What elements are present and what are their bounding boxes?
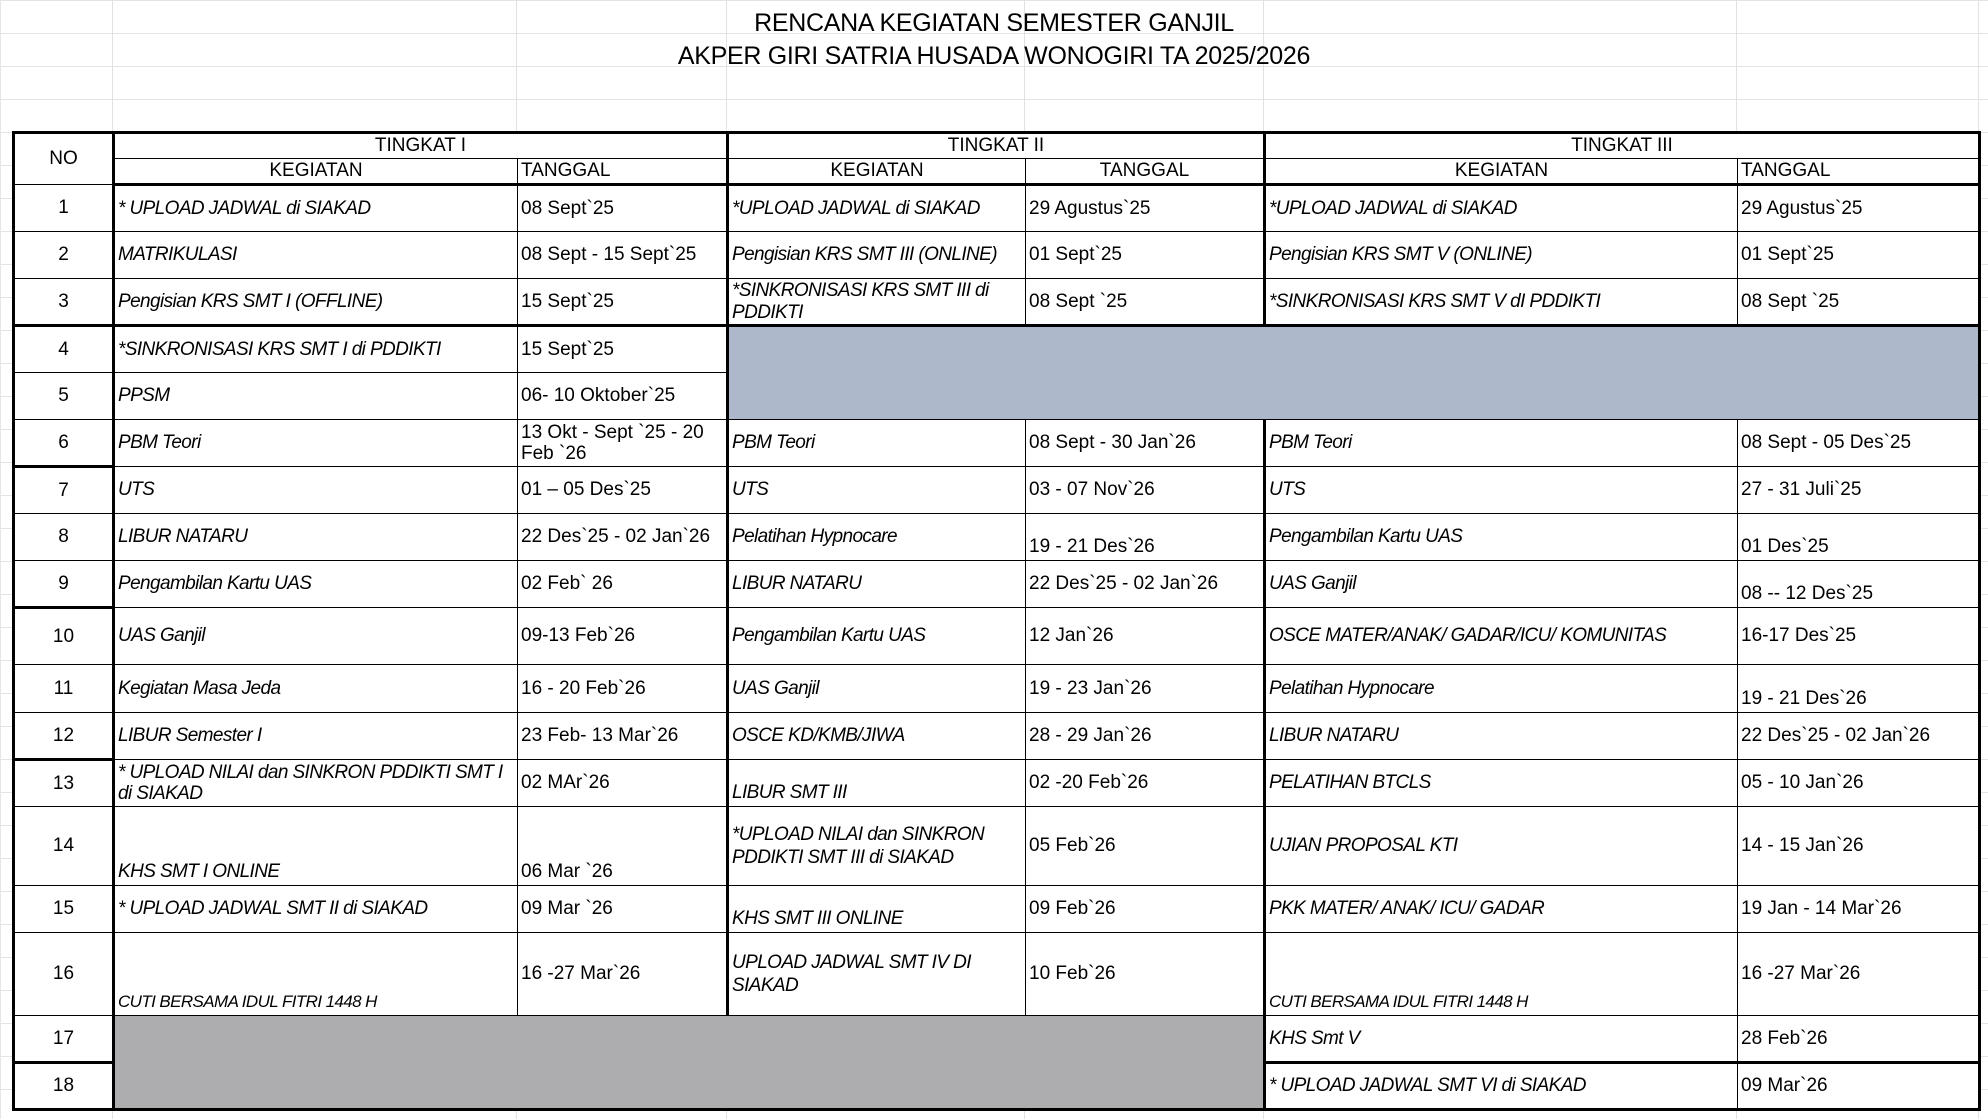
tanggal-tingkat-3[interactable]: 09 Mar`26 [1738, 1063, 1980, 1110]
row-number[interactable]: 10 [14, 608, 114, 665]
row-number[interactable]: 12 [14, 713, 114, 760]
header-tanggal-3[interactable]: TANGGAL [1738, 159, 1980, 185]
kegiatan-tingkat-3[interactable]: PKK MATER/ ANAK/ ICU/ GADAR [1265, 886, 1738, 933]
kegiatan-tingkat-3[interactable]: PELATIHAN BTCLS [1265, 760, 1738, 807]
schedule-table [12, 131, 1981, 1111]
tanggal-tingkat-2[interactable]: 29 Agustus`25 [1026, 185, 1265, 232]
table-row [14, 561, 1980, 608]
tanggal-tingkat-1[interactable]: 08 Sept`25 [518, 185, 728, 232]
table-row [14, 514, 1980, 561]
table-row [14, 886, 1980, 933]
kegiatan-tingkat-3[interactable]: *SINKRONISASI KRS SMT V dI PDDIKTI [1265, 279, 1738, 326]
tanggal-tingkat-1[interactable]: 15 Sept`25 [518, 279, 728, 326]
tanggal-tingkat-3[interactable]: 22 Des`25 - 02 Jan`26 [1738, 713, 1980, 760]
table-row [14, 665, 1980, 713]
row-number[interactable]: 18 [14, 1063, 114, 1110]
tanggal-tingkat-2[interactable]: 01 Sept`25 [1026, 232, 1265, 279]
tanggal-tingkat-1[interactable]: 15 Sept`25 [518, 326, 728, 373]
tanggal-tingkat-1[interactable]: 09-13 Feb`26 [518, 608, 728, 665]
tanggal-tingkat-3[interactable]: 16 -27 Mar`26 [1738, 933, 1980, 1016]
tanggal-tingkat-3[interactable]: 19 Jan - 14 Mar`26 [1738, 886, 1980, 933]
tanggal-tingkat-3[interactable]: 05 - 10 Jan`26 [1738, 760, 1980, 807]
table-row [14, 760, 1980, 807]
kegiatan-tingkat-2[interactable]: UAS Ganjil [728, 665, 1026, 713]
tanggal-tingkat-1[interactable]: 09 Mar `26 [518, 886, 728, 933]
tanggal-tingkat-1[interactable]: 23 Feb- 13 Mar`26 [518, 713, 728, 760]
tanggal-tingkat-2[interactable]: 08 Sept - 30 Jan`26 [1026, 420, 1265, 467]
tanggal-tingkat-3[interactable]: 19 - 21 Des`26 [1738, 665, 1980, 713]
kegiatan-tingkat-3[interactable]: OSCE MATER/ANAK/ GADAR/ICU/ KOMUNITAS [1265, 608, 1738, 665]
kegiatan-tingkat-1[interactable]: MATRIKULASI [114, 232, 518, 279]
kegiatan-tingkat-1[interactable]: *SINKRONISASI KRS SMT I di PDDIKTI [114, 326, 518, 373]
tanggal-tingkat-1[interactable]: 16 -27 Mar`26 [518, 933, 728, 1016]
row-number[interactable]: 17 [14, 1016, 114, 1063]
header-kegiatan-3[interactable]: KEGIATAN [1265, 159, 1738, 185]
kegiatan-tingkat-3[interactable]: PBM Teori [1265, 420, 1738, 467]
kegiatan-tingkat-2[interactable]: *UPLOAD NILAI dan SINKRON PDDIKTI SMT III di SIAKAD [728, 807, 1026, 886]
tanggal-tingkat-2[interactable]: 22 Des`25 - 02 Jan`26 [1026, 561, 1265, 608]
tanggal-tingkat-1[interactable]: 13 Okt - Sept `25 - 20 Feb `26 [518, 420, 728, 467]
tanggal-tingkat-3[interactable]: 08 Sept - 05 Des`25 [1738, 420, 1980, 467]
tanggal-tingkat-3[interactable]: 29 Agustus`25 [1738, 185, 1980, 232]
table-row [14, 933, 1980, 1016]
row-number[interactable]: 4 [14, 326, 114, 373]
table-row [14, 713, 1980, 760]
table-row [14, 185, 1980, 232]
table-row [14, 807, 1980, 886]
tanggal-tingkat-2[interactable]: 09 Feb`26 [1026, 886, 1265, 933]
kegiatan-tingkat-1[interactable]: UTS [114, 467, 518, 514]
kegiatan-tingkat-2[interactable]: UPLOAD JADWAL SMT IV DI SIAKAD [728, 933, 1026, 1016]
tanggal-tingkat-1[interactable]: 06- 10 Oktober`25 [518, 373, 728, 420]
kegiatan-tingkat-1[interactable]: Pengambilan Kartu UAS [114, 561, 518, 608]
table-row [14, 1016, 1980, 1063]
header-no[interactable]: NO [14, 133, 114, 185]
table-row [14, 326, 1980, 373]
kegiatan-tingkat-3[interactable]: Pengisian KRS SMT V (ONLINE) [1265, 232, 1738, 279]
title-line-2[interactable]: AKPER GIRI SATRIA HUSADA WONOGIRI TA 2025/2026 [677, 42, 1311, 70]
tanggal-tingkat-3[interactable]: 14 - 15 Jan`26 [1738, 807, 1980, 886]
tanggal-tingkat-3[interactable]: 27 - 31 Juli`25 [1738, 467, 1980, 514]
kegiatan-tingkat-3[interactable]: KHS Smt V [1265, 1016, 1738, 1063]
title-line-1[interactable]: RENCANA KEGIATAN SEMESTER GANJIL [754, 9, 1234, 37]
kegiatan-tingkat-3[interactable]: Pelatihan Hypnocare [1265, 665, 1738, 713]
kegiatan-tingkat-1[interactable]: * UPLOAD JADWAL SMT II di SIAKAD [114, 886, 518, 933]
row-number[interactable]: 11 [14, 665, 114, 713]
merged-blank-cell-tingkat-2-3[interactable] [728, 326, 1980, 420]
kegiatan-tingkat-1[interactable]: * UPLOAD JADWAL di SIAKAD [114, 185, 518, 232]
table-row [14, 420, 1980, 467]
tanggal-tingkat-2[interactable]: 03 - 07 Nov`26 [1026, 467, 1265, 514]
tanggal-tingkat-3[interactable]: 28 Feb`26 [1738, 1016, 1980, 1063]
kegiatan-tingkat-2[interactable]: Pengisian KRS SMT III (ONLINE) [728, 232, 1026, 279]
kegiatan-tingkat-2[interactable]: OSCE KD/KMB/JIWA [728, 713, 1026, 760]
table-row [14, 467, 1980, 514]
kegiatan-tingkat-3[interactable]: *UPLOAD JADWAL di SIAKAD [1265, 185, 1738, 232]
kegiatan-tingkat-2[interactable]: LIBUR SMT III [728, 760, 1026, 807]
table-row [14, 232, 1980, 279]
kegiatan-tingkat-2[interactable]: KHS SMT III ONLINE [728, 886, 1026, 933]
row-number[interactable]: 2 [14, 232, 114, 279]
kegiatan-tingkat-1[interactable]: LIBUR Semester I [114, 713, 518, 760]
header-tingkat-1[interactable]: TINGKAT I [114, 133, 728, 159]
kegiatan-tingkat-3[interactable]: * UPLOAD JADWAL SMT VI di SIAKAD [1265, 1063, 1738, 1110]
row-number[interactable]: 3 [14, 279, 114, 326]
kegiatan-tingkat-1[interactable]: CUTI BERSAMA IDUL FITRI 1448 H [114, 933, 518, 1016]
tanggal-tingkat-2[interactable]: 19 - 21 Des`26 [1026, 514, 1265, 561]
row-number[interactable]: 6 [14, 420, 114, 467]
header-tingkat-3[interactable]: TINGKAT III [1265, 133, 1980, 159]
header-tanggal-1[interactable]: TANGGAL [518, 159, 728, 185]
tanggal-tingkat-1[interactable]: 02 Feb` 26 [518, 561, 728, 608]
tanggal-tingkat-3[interactable]: 01 Sept`25 [1738, 232, 1980, 279]
row-number[interactable]: 15 [14, 886, 114, 933]
row-number[interactable]: 5 [14, 373, 114, 420]
header-tingkat-2[interactable]: TINGKAT II [728, 133, 1265, 159]
kegiatan-tingkat-3[interactable]: UAS Ganjil [1265, 561, 1738, 608]
row-number[interactable]: 13 [14, 760, 114, 807]
tanggal-tingkat-1[interactable]: 08 Sept - 15 Sept`25 [518, 232, 728, 279]
kegiatan-tingkat-2[interactable]: UTS [728, 467, 1026, 514]
kegiatan-tingkat-1[interactable]: Kegiatan Masa Jeda [114, 665, 518, 713]
kegiatan-tingkat-2[interactable]: LIBUR NATARU [728, 561, 1026, 608]
header-kegiatan-2[interactable]: KEGIATAN [728, 159, 1026, 185]
tanggal-tingkat-1[interactable]: 06 Mar `26 [518, 807, 728, 886]
row-number[interactable]: 9 [14, 561, 114, 608]
kegiatan-tingkat-3[interactable]: LIBUR NATARU [1265, 713, 1738, 760]
kegiatan-tingkat-3[interactable]: UTS [1265, 467, 1738, 514]
tanggal-tingkat-2[interactable]: 12 Jan`26 [1026, 608, 1265, 665]
kegiatan-tingkat-2[interactable]: *SINKRONISASI KRS SMT III di PDDIKTI [728, 279, 1026, 326]
tanggal-tingkat-2[interactable]: 08 Sept `25 [1026, 279, 1265, 326]
tanggal-tingkat-3[interactable]: 08 -- 12 Des`25 [1738, 561, 1980, 608]
tanggal-tingkat-3[interactable]: 08 Sept `25 [1738, 279, 1980, 326]
kegiatan-tingkat-2[interactable]: PBM Teori [728, 420, 1026, 467]
row-number[interactable]: 1 [14, 185, 114, 232]
kegiatan-tingkat-1[interactable]: * UPLOAD NILAI dan SINKRON PDDIKTI SMT I di SIAKAD [114, 760, 518, 807]
table-row [14, 279, 1980, 326]
row-number[interactable]: 8 [14, 514, 114, 561]
row-number[interactable]: 14 [14, 807, 114, 886]
tanggal-tingkat-2[interactable]: 19 - 23 Jan`26 [1026, 665, 1265, 713]
kegiatan-tingkat-2[interactable]: Pelatihan Hypnocare [728, 514, 1026, 561]
tanggal-tingkat-2[interactable]: 10 Feb`26 [1026, 933, 1265, 1016]
kegiatan-tingkat-1[interactable]: Pengisian KRS SMT I (OFFLINE) [114, 279, 518, 326]
tanggal-tingkat-3[interactable]: 01 Des`25 [1738, 514, 1980, 561]
kegiatan-tingkat-2[interactable]: Pengambilan Kartu UAS [728, 608, 1026, 665]
kegiatan-tingkat-3[interactable]: CUTI BERSAMA IDUL FITRI 1448 H [1265, 933, 1738, 1016]
kegiatan-tingkat-1[interactable]: UAS Ganjil [114, 608, 518, 665]
row-number[interactable]: 16 [14, 933, 114, 1016]
kegiatan-tingkat-1[interactable]: PPSM [114, 373, 518, 420]
tanggal-tingkat-1[interactable]: 22 Des`25 - 02 Jan`26 [518, 514, 728, 561]
kegiatan-tingkat-1[interactable]: LIBUR NATARU [114, 514, 518, 561]
row-number[interactable]: 7 [14, 467, 114, 514]
header-row-tingkat [14, 133, 1980, 159]
kegiatan-tingkat-1[interactable]: KHS SMT I ONLINE [114, 807, 518, 886]
tanggal-tingkat-1[interactable]: 01 – 05 Des`25 [518, 467, 728, 514]
tanggal-tingkat-3[interactable]: 16-17 Des`25 [1738, 608, 1980, 665]
header-row-columns [14, 159, 1980, 185]
tanggal-tingkat-1[interactable]: 02 MAr`26 [518, 760, 728, 807]
merged-blank-cell-tingkat-1-2[interactable] [114, 1016, 1265, 1110]
tanggal-tingkat-2[interactable]: 28 - 29 Jan`26 [1026, 713, 1265, 760]
tanggal-tingkat-2[interactable]: 02 -20 Feb`26 [1026, 760, 1265, 807]
kegiatan-tingkat-3[interactable]: Pengambilan Kartu UAS [1265, 514, 1738, 561]
header-tanggal-2[interactable]: TANGGAL [1026, 159, 1265, 185]
header-kegiatan-1[interactable]: KEGIATAN [114, 159, 518, 185]
kegiatan-tingkat-2[interactable]: *UPLOAD JADWAL di SIAKAD [728, 185, 1026, 232]
tanggal-tingkat-2[interactable]: 05 Feb`26 [1026, 807, 1265, 886]
table-row [14, 608, 1980, 665]
kegiatan-tingkat-3[interactable]: UJIAN PROPOSAL KTI [1265, 807, 1738, 886]
kegiatan-tingkat-1[interactable]: PBM Teori [114, 420, 518, 467]
tanggal-tingkat-1[interactable]: 16 - 20 Feb`26 [518, 665, 728, 713]
